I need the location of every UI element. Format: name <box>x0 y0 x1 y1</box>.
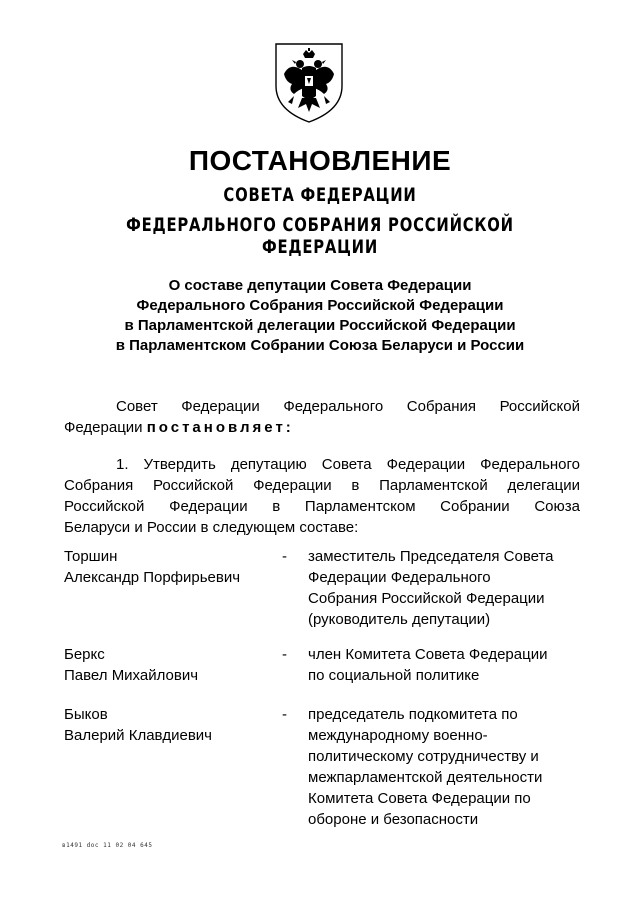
member-surname: Торшин <box>64 548 118 565</box>
member-dash: - <box>282 646 287 663</box>
member-surname: Беркс <box>64 646 105 663</box>
member-dash: - <box>282 706 287 723</box>
issuer-line-2: ФЕДЕРАЛЬНОГО СОБРАНИЯ РОССИЙСКОЙ ФЕДЕРАЦИИ <box>126 214 514 258</box>
member-given-names: Александр Порфирьевич <box>64 569 241 586</box>
clause-1-paragraph <box>64 454 580 538</box>
member-role <box>308 704 608 830</box>
member-role <box>308 546 608 630</box>
role-line: председатель подкомитета по <box>308 706 518 723</box>
subject-line: Федерального Собрания Российской Федерации <box>136 297 504 314</box>
preamble-line: Совет Федерации Федерального Собрания Российской <box>116 398 580 415</box>
member-dash: - <box>282 548 287 565</box>
role-line: Федерации Федерального <box>308 569 491 586</box>
clause-line: Беларуси и России в следующем составе: <box>64 519 359 536</box>
preamble-line <box>64 417 580 438</box>
role-line: по социальной политике <box>308 667 480 684</box>
role-line: межпарламентской деятельности <box>308 769 543 786</box>
clause-line: Собрания Российской Федерации в Парламентской делегации <box>64 477 580 494</box>
role-line: Собрания Российской Федерации <box>308 590 545 607</box>
role-line: Комитета Совета Федерации по <box>308 790 531 807</box>
issuer-line-1: СОВЕТА ФЕДЕРАЦИИ <box>223 184 417 206</box>
member-given-names: Валерий Клавдиевич <box>64 727 212 744</box>
decision-word: постановляет: <box>146 419 294 436</box>
file-reference: в1491 doc 11 02 04 645 <box>62 842 153 849</box>
role-line: заместитель Председателя Совета <box>308 548 554 565</box>
subject-line: в Парламентской делегации Российской Федерации <box>124 317 516 334</box>
member-role <box>308 644 608 686</box>
role-line: (руководитель депутации) <box>308 611 491 628</box>
subject-line: О составе депутации Совета Федерации <box>168 277 472 294</box>
member-surname: Быков <box>64 706 108 723</box>
role-line: политическому сотрудничеству и <box>308 748 539 765</box>
member-name <box>64 546 274 588</box>
subject-line: в Парламентском Собрании Союза Беларуси и России <box>115 337 525 354</box>
clause-line: Российской Федерации в Парламентском Собрании Союза <box>64 498 580 515</box>
double-headed-eagle-icon <box>272 40 346 126</box>
role-line: обороне и безопасности <box>308 811 479 828</box>
member-name <box>64 704 274 746</box>
member-given-names: Павел Михайлович <box>64 667 199 684</box>
preamble-lead: Федерации <box>64 419 147 436</box>
role-line: международному военно- <box>308 727 488 744</box>
document-title: ПОСТАНОВЛЕНИЕ <box>188 145 452 176</box>
preamble-paragraph <box>64 396 580 438</box>
clause-line: 1. Утвердить депутацию Совета Федерации Федерального <box>116 456 580 473</box>
role-line: член Комитета Совета Федерации <box>308 646 548 663</box>
resolution-subject <box>60 276 580 356</box>
member-name <box>64 644 274 686</box>
